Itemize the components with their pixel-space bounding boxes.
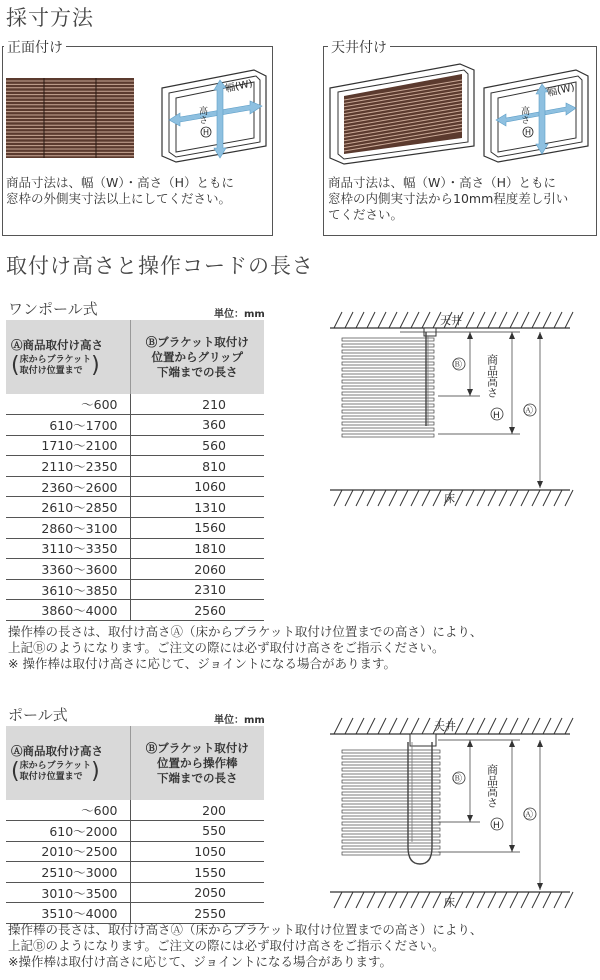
onepole-length-value: 210	[130, 394, 264, 415]
pole-table-row	[6, 800, 264, 821]
onepole-diagram	[320, 306, 580, 516]
ceiling-label: 天井	[434, 720, 456, 733]
height-label: 高さ	[197, 106, 207, 124]
onepole-size-table	[6, 320, 264, 621]
onepole-table-row	[6, 518, 264, 539]
pole-size-table	[6, 726, 264, 924]
onepole-table-row	[6, 579, 264, 600]
pole-table-row	[6, 882, 264, 903]
onepole-height-range: ～600	[6, 394, 130, 415]
onepole-height-range: 3360～3600	[6, 559, 130, 580]
pole-note-3: ※操作棒は取付け高さに応じて、ジョイントになる場合があります。	[8, 954, 392, 969]
onepole-title: ワンポール式	[8, 300, 98, 318]
onepole-note-2: 上記Ⓑのようになります。ご注文の際には必ず取付け高さをご指示ください。	[8, 640, 445, 655]
a-marker: Ⓐ	[523, 406, 533, 417]
pole-length-value: 2550	[130, 903, 264, 924]
pole-height-range: 610～2000	[6, 821, 130, 842]
onepole-height-range: 1710～2100	[6, 435, 130, 456]
pole-length-value: 2050	[130, 882, 264, 903]
onepole-height-range: 3610～3850	[6, 579, 130, 600]
measure-title: 採寸方法	[6, 6, 94, 30]
onepole-height-range: 2860～3100	[6, 518, 130, 539]
ceiling-mount-text-3: てください。	[328, 207, 404, 222]
ceiling-mount-label: 天井付け	[328, 37, 390, 57]
h-marker: H	[493, 821, 500, 831]
h-label: H	[525, 128, 532, 137]
pole-height-range: 2510～3000	[6, 862, 130, 883]
onepole-length-value: 1310	[130, 497, 264, 518]
pole-note-1: 操作棒の長さは、取付け高さⒶ（床からブラケット取付け位置までの高さ）により、	[8, 922, 483, 937]
onepole-length-value: 2310	[130, 579, 264, 600]
section-title: 取付け高さと操作コードの長さ	[6, 254, 314, 278]
onepole-length-value: 1810	[130, 538, 264, 559]
onepole-col2-header: Ⓑブラケット取付け 位置からグリップ 下端までの長さ	[130, 320, 264, 394]
onepole-table-row	[6, 456, 264, 477]
onepole-table-row	[6, 415, 264, 436]
product-height-label: 商品高さ	[485, 354, 499, 398]
onepole-table-row	[6, 538, 264, 559]
blind-slats	[342, 338, 434, 437]
pole-table-row	[6, 821, 264, 842]
ceiling-mount-text-1: 商品寸法は、幅（W）・高さ（H）ともに	[328, 175, 557, 190]
product-height-label: 商品高さ	[485, 764, 499, 808]
pole-col2-header: Ⓑブラケット取付け 位置から操作棒 下端までの長さ	[130, 726, 264, 800]
floor-label: 床	[444, 896, 455, 909]
pole-length-value: 550	[130, 821, 264, 842]
blind-slats-image	[6, 78, 134, 158]
height-label: 高さ	[519, 106, 529, 124]
pole-height-range: ～600	[6, 800, 130, 821]
ceiling-mount-text-2: 窓枠の内側実寸法から10mm程度差し引い	[328, 191, 569, 206]
ceiling-label: 天井	[440, 314, 462, 327]
blind-slats	[342, 750, 440, 855]
h-label: H	[203, 128, 210, 137]
a-marker: Ⓐ	[523, 810, 533, 821]
pole-length-value: 1550	[130, 862, 264, 883]
width-label: 幅(W)	[546, 82, 576, 99]
onepole-table-row	[6, 600, 264, 621]
onepole-height-range: 2360～2600	[6, 476, 130, 497]
onepole-height-range: 2610～2850	[6, 497, 130, 518]
onepole-note-3: ※ 操作棒は取付け高さに応じて、ジョイントになる場合があります。	[8, 656, 396, 671]
window-with-blind-image	[330, 64, 474, 164]
onepole-length-value: 560	[130, 435, 264, 456]
onepole-length-value: 2560	[130, 600, 264, 621]
b-marker: Ⓑ	[452, 360, 462, 371]
onepole-table-row	[6, 435, 264, 456]
pole-length-value: 1050	[130, 841, 264, 862]
width-label: 幅(W)	[224, 78, 254, 95]
front-mount-text-2: 窓枠の外側実寸法以上にしてください。	[6, 191, 232, 206]
pole-length-value: 200	[130, 800, 264, 821]
onepole-table-row	[6, 394, 264, 415]
onepole-height-range: 610～1700	[6, 415, 130, 436]
onepole-unit: 単位：mm	[214, 309, 265, 320]
onepole-table-row	[6, 559, 264, 580]
pole-height-range: 2010～2500	[6, 841, 130, 862]
pole-note-2: 上記Ⓑのようになります。ご注文の際には必ず取付け高さをご指示ください。	[8, 938, 445, 953]
onepole-note-1: 操作棒の長さは、取付け高さⒶ（床からブラケット取付け位置までの高さ）により、	[8, 624, 483, 639]
onepole-length-value: 2060	[130, 559, 264, 580]
onepole-table-row	[6, 476, 264, 497]
onepole-height-range: 3860～4000	[6, 600, 130, 621]
pole-height-range: 3510～4000	[6, 903, 130, 924]
pole-col1-header: Ⓐ商品取付け高さ ( 床からブラケット 取付け位置まで )	[6, 726, 130, 800]
onepole-table-row	[6, 497, 264, 518]
onepole-height-range: 2110～2350	[6, 456, 130, 477]
front-mount-text-1: 商品寸法は、幅（W）・高さ（H）ともに	[6, 175, 235, 190]
front-mount-label: 正面付け	[4, 37, 66, 57]
pole-unit: 単位：mm	[214, 715, 265, 726]
onepole-length-value: 360	[130, 415, 264, 436]
pole-height-range: 3010～3500	[6, 882, 130, 903]
pole-title: ポール式	[8, 706, 68, 724]
h-marker: H	[493, 411, 500, 421]
onepole-height-range: 3110～3350	[6, 538, 130, 559]
ceiling-mount-figure	[326, 60, 596, 168]
b-marker: Ⓑ	[452, 774, 462, 785]
front-mount-figure	[4, 60, 272, 168]
onepole-col1-header: Ⓐ商品取付け高さ ( 床からブラケット 取付け位置まで )	[6, 320, 130, 394]
pole-table-row	[6, 841, 264, 862]
pole-table-row	[6, 862, 264, 883]
pole-diagram	[320, 712, 580, 912]
pole-table-row	[6, 903, 264, 924]
floor-label: 床	[444, 492, 455, 505]
onepole-length-value: 1060	[130, 476, 264, 497]
onepole-length-value: 1560	[130, 518, 264, 539]
onepole-length-value: 810	[130, 456, 264, 477]
